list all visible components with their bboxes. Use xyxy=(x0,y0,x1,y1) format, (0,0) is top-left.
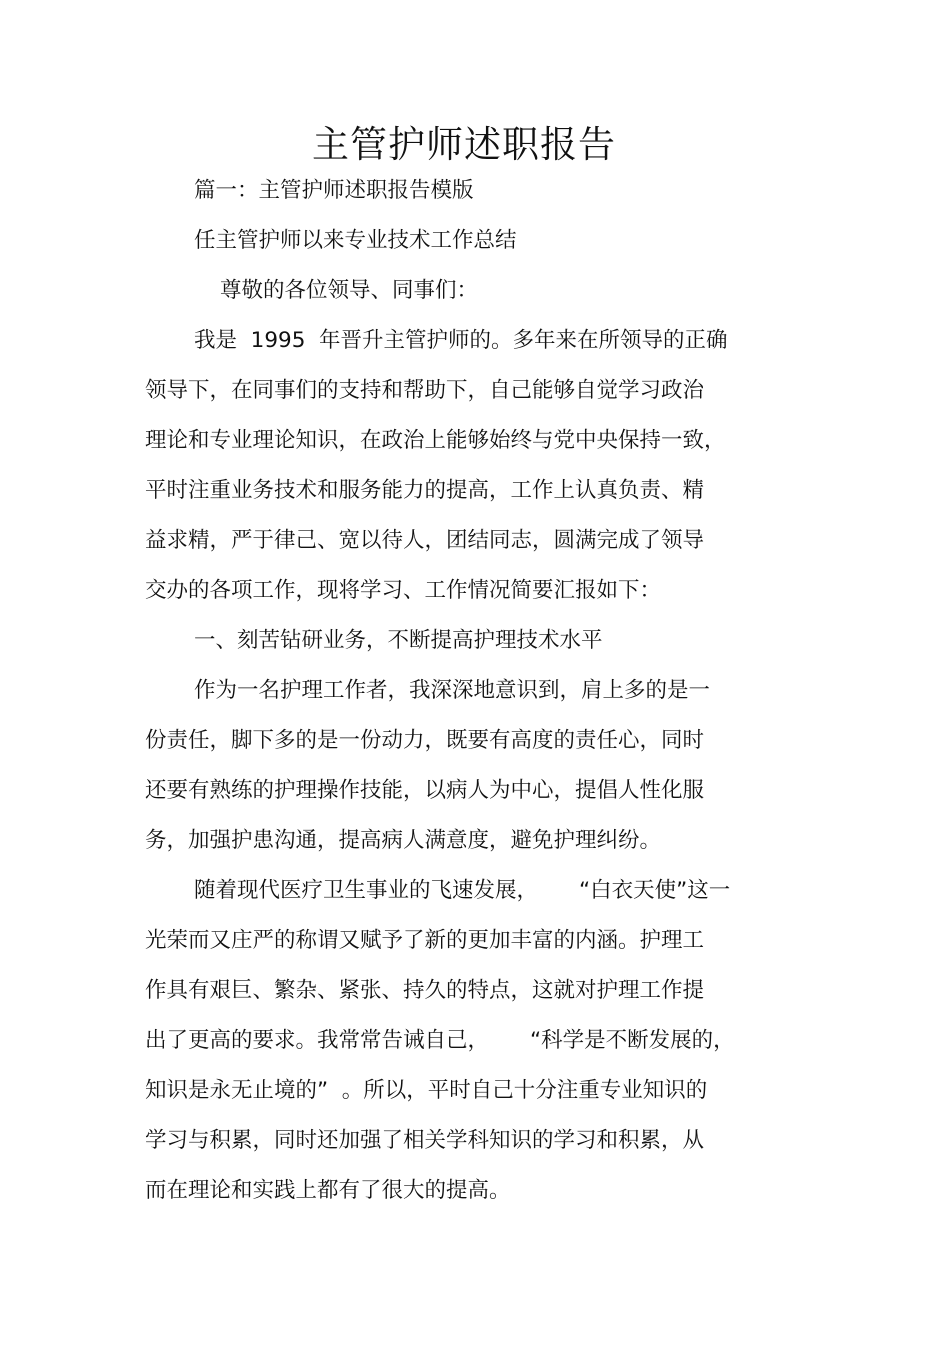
paragraph-line: 作为一名护理工作者，我深深地意识到，肩上多的是一 xyxy=(194,678,711,703)
page-title: 主管护师述职报告 xyxy=(312,123,616,166)
paragraph-line: 而在理论和实践上都有了很大的提高。 xyxy=(145,1178,511,1203)
paragraph-line: 还要有熟练的护理操作技能，以病人为中心，提倡人性化服 xyxy=(145,778,705,803)
paragraph-line: 随着现代医疗卫生事业的飞速发展， “白衣天使”这一 xyxy=(194,878,731,903)
paragraph-line: 出了更高的要求。我常常告诫自己， “科学是不断发展的， xyxy=(145,1028,735,1053)
paragraph-line: 份责任，脚下多的是一份动力，既要有高度的责任心，同时 xyxy=(145,728,705,753)
section-heading: 一、刻苦钻研业务，不断提高护理技术水平 xyxy=(194,628,603,653)
paragraph-line: 知识是永无止境的” 。所以，平时自己十分注重专业知识的 xyxy=(145,1078,708,1103)
paragraph-line: 平时注重业务技术和服务能力的提高，工作上认真负责、精 xyxy=(145,478,705,503)
salutation: 尊敬的各位领导、同事们： xyxy=(220,278,479,303)
paragraph-line: 交办的各项工作，现将学习、工作情况简要汇报如下： xyxy=(145,578,662,603)
paragraph-line: 作具有艰巨、繁杂、紧张、持久的特点，这就对护理工作提 xyxy=(145,978,705,1003)
paragraph-line: 理论和专业理论知识，在政治上能够始终与党中央保持一致， xyxy=(145,428,726,453)
paragraph-line: 务，加强护患沟通，提高病人满意度，避免护理纠纷。 xyxy=(145,828,662,853)
paragraph-line: 光荣而又庄严的称谓又赋予了新的更加丰富的内涵。护理工 xyxy=(145,928,705,953)
subtitle-line: 任主管护师以来专业技术工作总结 xyxy=(194,228,517,253)
paragraph-line: 我是 1995 年晋升主管护师的。多年来在所领导的正确 xyxy=(194,328,728,353)
paragraph-line: 益求精，严于律己、宽以待人，团结同志，圆满完成了领导 xyxy=(145,528,705,553)
paragraph-line: 领导下，在同事们的支持和帮助下，自己能够自觉学习政治 xyxy=(145,378,705,403)
paragraph-line: 学习与积累，同时还加强了相关学科知识的学习和积累，从 xyxy=(145,1128,705,1153)
section-heading: 篇一：主管护师述职报告模版 xyxy=(194,178,474,203)
